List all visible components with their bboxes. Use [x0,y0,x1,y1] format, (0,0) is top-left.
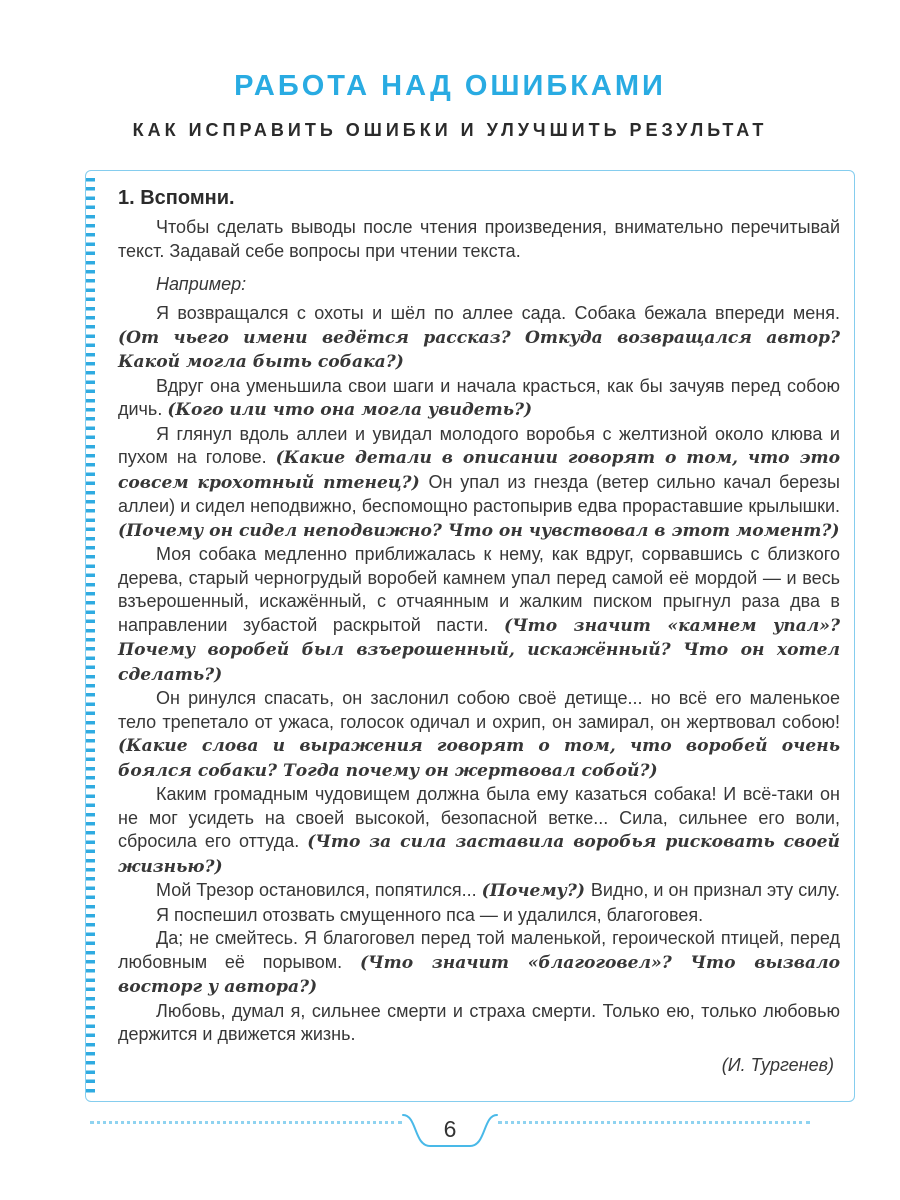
footer-dotted-line-right [498,1121,810,1124]
page-footer [90,1112,810,1150]
section-heading: 1. Вспомни. [118,187,235,209]
page-title: РАБОТА НАД ОШИБКАМИ [234,70,666,102]
footer-dotted-line-left [90,1121,402,1124]
text-run: Я глянул вдоль аллеи и увидал молодого воробья с желтизной около клюва и пухом на голове. [118,423,840,467]
text-run: Каким громадным чудовищем должна была ему казаться собака! И всё-таки он не мог усидеть на своей высокой, безопасной ветке... Сила, сильнее его воли, сбросила его оттуда. [118,784,840,851]
text-run: Да; не смейтесь. Я благоговел перед той маленькой, героической птицей, перед любовным её порывом. [118,928,840,972]
page-number-tab [402,1112,498,1150]
text-run: Он упал из гнезда (ветер сильно качал березы аллеи) и сидел неподвижно, беспомощно растопырив едва прораставшие крылышки. [118,471,840,516]
question-run: (Почему?) [481,881,591,901]
story-paragraph [118,375,840,423]
question-run: (Почему он сидел неподвижно? Что он чувствовал в этот момент?) [118,520,840,541]
example-label: Например: [156,274,247,294]
text-run: Вдруг она уменьшила свои шаги и начала красться, как бы зачуяв перед собою дичь. [118,375,840,419]
story-paragraph [118,1000,840,1047]
story-paragraph [118,904,840,928]
story-paragraph [118,783,840,879]
text-run: Мой Трезор остановился, попятился... [156,880,482,900]
page-number: 6 [443,1116,457,1142]
page-header [0,0,900,141]
text-run: Видно, и он признал эту силу. [590,880,840,900]
story-paragraph [118,423,840,544]
story-paragraph [118,927,840,1000]
content-box [85,170,855,1102]
story-text [118,302,840,1047]
story-paragraph [118,687,840,783]
question-run: (Какие слова и выражения говорят о том, что воробей очень боялся собаки? Тогда почему он жертвовал собой?) [118,736,840,781]
question-run: (Какие детали в описании говорят о том, что это совсем крохотный птенец?) [118,448,840,493]
story-paragraph [118,302,840,375]
story-paragraph [118,543,840,687]
question-run: (Что значит «камнем упал»? Почему воробей был взъерошенный, искажённый? Что он хотел сделать?) [118,615,841,685]
text-run: Он ринулся спасать, он заслонил собою своё детище... но всё его маленькое тело трепетало от ужаса, голосок одичал и охрип, он замирал, он жертвовал собою! [118,688,840,732]
text-run: Я возвращался с охоты и шёл по аллее сада. Собака бежала впереди меня. [156,303,840,323]
question-run: (Что значит «благоговел»? Что вызвало восторг у автора?) [118,952,840,997]
question-run: (От чьего имени ведётся рассказ? Откуда возвращался автор? Какой могла быть собака?) [118,327,840,372]
intro-paragraph: Чтобы сделать выводы после чтения произведения, внимательно перечитывай текст. Задавай себе вопросы при чтении текста. [118,217,840,261]
story-paragraph [118,879,840,904]
question-run: (Что за сила заставила воробья рисковать своей жизнью?) [118,832,840,877]
question-run: (Кого или что она могла увидеть?) [167,400,533,420]
page-subtitle: КАК ИСПРАВИТЬ ОШИБКИ И УЛУЧШИТЬ РЕЗУЛЬТАТ [132,120,768,140]
text-run: Моя собака медленно приближалась к нему, как вдруг, сорвавшись с близкого дерева, старый черногрудый воробей камнем упал перед самой её мордой — и весь взъерошенный, искажённый, с отчаянным и жалким писком прыгнул раза два в направлении зубастой раскрытой пасти. [118,544,840,635]
spiral-binding-decoration [85,178,95,1094]
text-run: Я поспешил отозвать смущенного пса — и удалился, благоговея. [156,904,704,925]
author-attribution: (И. Тургенев) [721,1054,834,1075]
text-run: Любовь, думал я, сильнее смерти и страха смерти. Только ею, только любовью держится и движется жизнь. [118,1000,840,1044]
